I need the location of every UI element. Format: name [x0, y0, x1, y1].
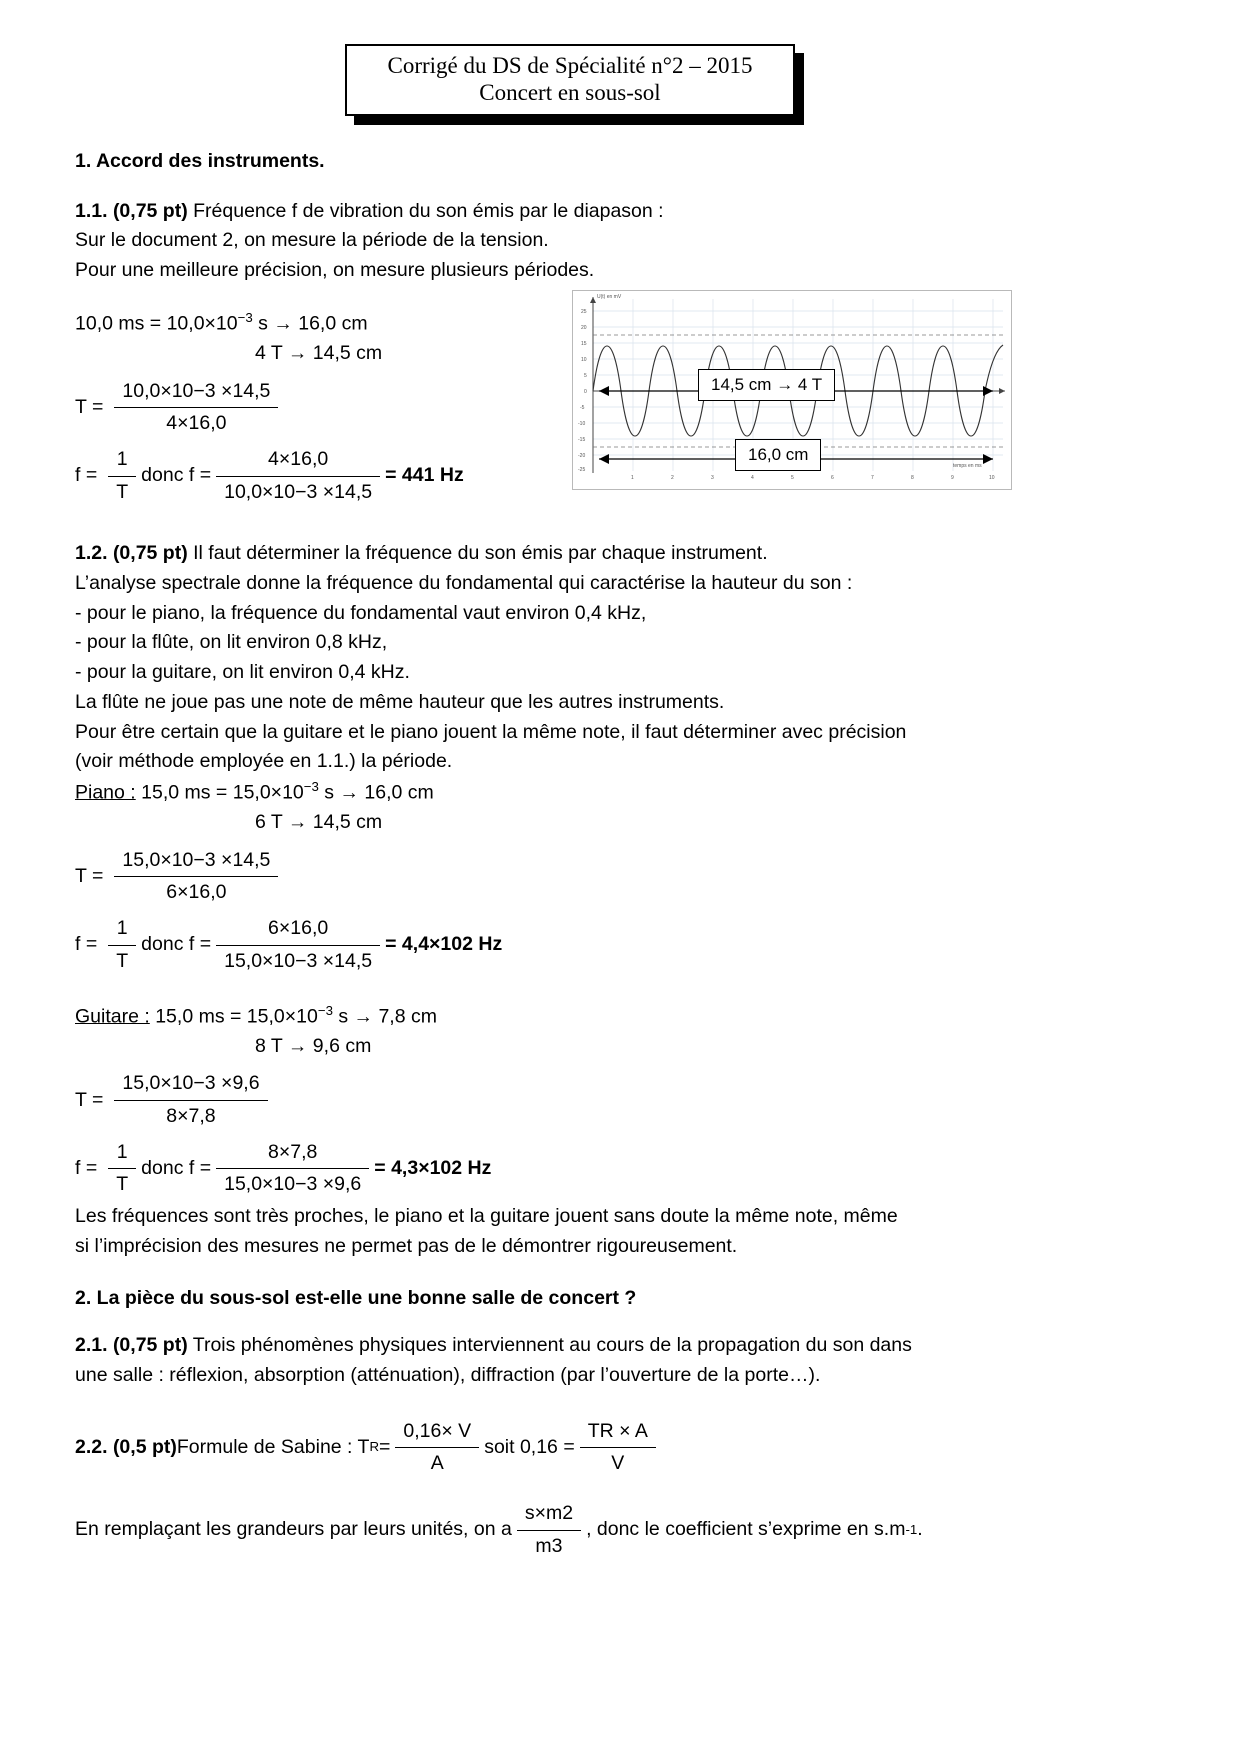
equation-donc: donc f =	[141, 464, 212, 487]
equation-T-label: T =	[75, 865, 104, 888]
fraction-sabine-1	[395, 1418, 479, 1478]
title-box	[345, 44, 795, 116]
equation-donc: donc f =	[141, 933, 212, 956]
svg-text:8: 8	[911, 475, 914, 481]
fraction-numerator: 1	[108, 1139, 136, 1170]
svg-text:10: 10	[581, 357, 587, 363]
question-1-1-label: 1.1. (0,75 pt)	[75, 199, 188, 222]
fraction-numerator: 1	[108, 915, 136, 946]
svg-text:20: 20	[581, 325, 587, 331]
equation-T-guitare	[75, 1070, 1165, 1130]
svg-text:3: 3	[711, 475, 714, 481]
svg-text:-10: -10	[578, 421, 586, 427]
question-2-1-line2: une salle : réflexion, absorption (atténuation), diffraction (par l’ouverture de la porte…).	[75, 1363, 821, 1386]
units-text-b: , donc le coefficient s’exprime en s.m	[586, 1518, 906, 1541]
calc-1-1-line1-a: 10,0 ms = 10,0×10	[75, 312, 238, 335]
sabine-soit: soit 0,16 =	[484, 1435, 575, 1458]
svg-text:-20: -20	[578, 453, 586, 459]
fraction-numerator: 10,0×10−3 ×14,5	[114, 378, 278, 409]
question-1-1-line3: Pour une meilleure précision, on mesure plusieurs périodes.	[75, 259, 595, 282]
fraction-denominator: 6×16,0	[166, 881, 227, 904]
fraction-one-over-T	[108, 915, 136, 975]
bullet-flute: - pour la flûte, on lit environ 0,8 kHz,	[75, 631, 388, 654]
question-1-2-line2: L’analyse spectrale donne la fréquence du fondamental qui caractérise la hauteur du son :	[75, 572, 853, 595]
equation-T-label: T =	[75, 1088, 104, 1111]
question-1-2-line5: (voir méthode employée en 1.1.) la période.	[75, 750, 453, 773]
units-line	[75, 1500, 1165, 1560]
fraction-numerator: s×m2	[517, 1500, 581, 1531]
heading-section-2: 2. La pièce du sous-sol est-elle une bonne salle de concert ?	[75, 1286, 637, 1309]
question-1-2-line3: La flûte ne joue pas une note de même hauteur que les autres instruments.	[75, 690, 725, 713]
fraction-numerator: TR × A	[580, 1418, 656, 1449]
guitare-calc-line1	[75, 1002, 1165, 1031]
fraction-one-over-T	[108, 446, 136, 506]
piano-line1-a: 15,0 ms = 15,0×10	[135, 781, 304, 804]
title-line-1: Corrigé du DS de Spécialité n°2 – 2015	[387, 53, 753, 78]
svg-text:0: 0	[584, 389, 587, 395]
question-1-2-label: 1.2. (0,75 pt)	[75, 542, 188, 565]
fraction-one-over-T	[108, 1139, 136, 1199]
heading-section-1: 1. Accord des instruments.	[75, 150, 325, 172]
piano-line1-b: s → 16,0 cm	[318, 781, 434, 804]
svg-text:-15: -15	[578, 437, 586, 443]
units-exp: -1	[905, 1521, 918, 1537]
svg-text:-5: -5	[580, 405, 585, 411]
svg-text:5: 5	[584, 373, 587, 379]
fraction-denominator: 15,0×10−3 ×14,5	[224, 949, 373, 972]
fraction-numerator: 1	[108, 446, 136, 477]
fraction-f-guitare	[216, 1139, 369, 1199]
piano-calc-line2: 6 T → 14,5 cm	[255, 811, 383, 834]
units-text-c: .	[917, 1518, 923, 1541]
equation-T-1-1	[75, 378, 1165, 438]
question-2-2-text: Formule de Sabine : T	[176, 1435, 370, 1458]
fraction-denominator: A	[430, 1452, 444, 1475]
fraction-numerator: 15,0×10−3 ×14,5	[114, 847, 278, 878]
guitare-line1-a: 15,0 ms = 15,0×10	[149, 1005, 318, 1027]
figure-label-length: 16,0 cm	[735, 439, 821, 471]
equation-f-guitare	[75, 1139, 1165, 1199]
guitare-exp: −3	[317, 1002, 333, 1018]
calc-1-1-line1-b: s → 16,0 cm	[252, 312, 368, 335]
title-block	[345, 44, 795, 116]
question-2-2-label: 2.2. (0,5 pt)	[75, 1435, 177, 1458]
fraction-numerator: 8×7,8	[216, 1139, 369, 1170]
fraction-f-piano	[216, 915, 380, 975]
fraction-denominator: T	[116, 1173, 129, 1196]
svg-text:9: 9	[951, 475, 954, 481]
title-line-2: Concert en sous-sol	[479, 80, 661, 106]
equation-T-piano	[75, 847, 1165, 907]
guitare-line1-b: s → 7,8 cm	[332, 1005, 437, 1027]
equation-f-label: f =	[75, 464, 98, 487]
piano-calc-line1	[75, 778, 1165, 807]
equation-f-label: f =	[75, 1157, 98, 1180]
fraction-numerator: 6×16,0	[216, 915, 380, 946]
fraction-T-guitare	[114, 1070, 267, 1130]
svg-text:7: 7	[871, 475, 874, 481]
fraction-denominator: 8×7,8	[166, 1105, 216, 1128]
fraction-denominator: 10,0×10−3 ×14,5	[224, 480, 373, 503]
svg-text:10: 10	[989, 475, 995, 481]
svg-text:5: 5	[791, 475, 794, 481]
svg-text:4: 4	[751, 475, 754, 481]
calc-1-1-line1-exp: −3	[237, 309, 253, 325]
fraction-T-piano	[114, 847, 278, 907]
sabine-sub-R: R	[369, 1439, 380, 1455]
equation-f-piano	[75, 915, 1165, 975]
conclusion-line1: Les fréquences sont très proches, le piano et la guitare jouent sans doute la même note, même	[75, 1205, 898, 1228]
figure-label-period: 14,5 cm → 4 T	[698, 369, 835, 401]
fraction-denominator: T	[116, 480, 129, 503]
sabine-equals: =	[379, 1435, 391, 1458]
fraction-f-1-1	[216, 446, 380, 506]
piano-label: Piano :	[75, 781, 136, 804]
question-2-1-text: Trois phénomènes physiques interviennent au cours de la propagation du son dans	[187, 1334, 912, 1357]
svg-text:2: 2	[671, 475, 674, 481]
equation-f-1-1	[75, 446, 1165, 506]
fraction-numerator: 0,16× V	[395, 1418, 479, 1449]
fraction-T-1-1	[114, 378, 278, 438]
calc-1-1-line2: 4 T → 14,5 cm	[255, 341, 383, 364]
question-1-2	[75, 540, 1165, 568]
y-axis-label: U(t) en mV	[597, 294, 622, 300]
units-text-a: En remplaçant les grandeurs par leurs unités, on a	[75, 1518, 512, 1541]
x-axis-label: temps en ms	[953, 463, 982, 469]
svg-text:15: 15	[581, 341, 587, 347]
question-1-2-line4: Pour être certain que la guitare et le piano jouent la même note, il faut déterminer avec précision	[75, 720, 907, 743]
svg-text:-25: -25	[578, 467, 586, 473]
svg-text:1: 1	[631, 475, 634, 481]
question-1-1-line2: Sur le document 2, on mesure la période de la tension.	[75, 229, 549, 252]
fraction-sabine-2	[580, 1418, 656, 1478]
fraction-units	[517, 1500, 581, 1560]
guitare-label: Guitare :	[75, 1005, 150, 1027]
fraction-denominator: V	[611, 1452, 625, 1475]
bullet-guitare: - pour la guitare, on lit environ 0,4 kHz.	[75, 661, 410, 684]
question-1-1	[75, 198, 1165, 226]
equation-f-label: f =	[75, 933, 98, 956]
result-guitare: = 4,3×102 Hz	[374, 1157, 492, 1180]
svg-text:25: 25	[581, 309, 587, 315]
result-piano: = 4,4×102 Hz	[385, 933, 503, 956]
svg-text:6: 6	[831, 475, 834, 481]
bullet-piano: - pour le piano, la fréquence du fondamental vaut environ 0,4 kHz,	[75, 601, 647, 624]
fraction-denominator: T	[116, 949, 129, 972]
fraction-denominator: 4×16,0	[166, 412, 227, 435]
equation-T-label: T =	[75, 395, 104, 418]
result-1-1: = 441 Hz	[385, 464, 464, 487]
fraction-numerator: 15,0×10−3 ×9,6	[114, 1070, 267, 1101]
fraction-denominator: m3	[535, 1534, 563, 1557]
question-2-2	[75, 1418, 1165, 1478]
piano-exp: −3	[303, 778, 319, 794]
question-1-1-text: Fréquence f de vibration du son émis par le diapason :	[187, 199, 664, 222]
question-1-2-text: Il faut déterminer la fréquence du son émis par chaque instrument.	[187, 542, 768, 565]
equation-donc: donc f =	[141, 1157, 212, 1180]
fraction-denominator: 15,0×10−3 ×9,6	[224, 1173, 362, 1196]
conclusion-line2: si l’imprécision des mesures ne permet pas de le démontrer rigoureusement.	[75, 1234, 738, 1257]
question-2-1	[75, 1332, 1165, 1360]
calc-1-1-line1	[75, 309, 1165, 338]
fraction-numerator: 4×16,0	[216, 446, 380, 477]
document-body	[75, 148, 1165, 1564]
guitare-calc-line2: 8 T → 9,6 cm	[255, 1034, 372, 1057]
question-2-1-label: 2.1. (0,75 pt)	[75, 1334, 188, 1357]
